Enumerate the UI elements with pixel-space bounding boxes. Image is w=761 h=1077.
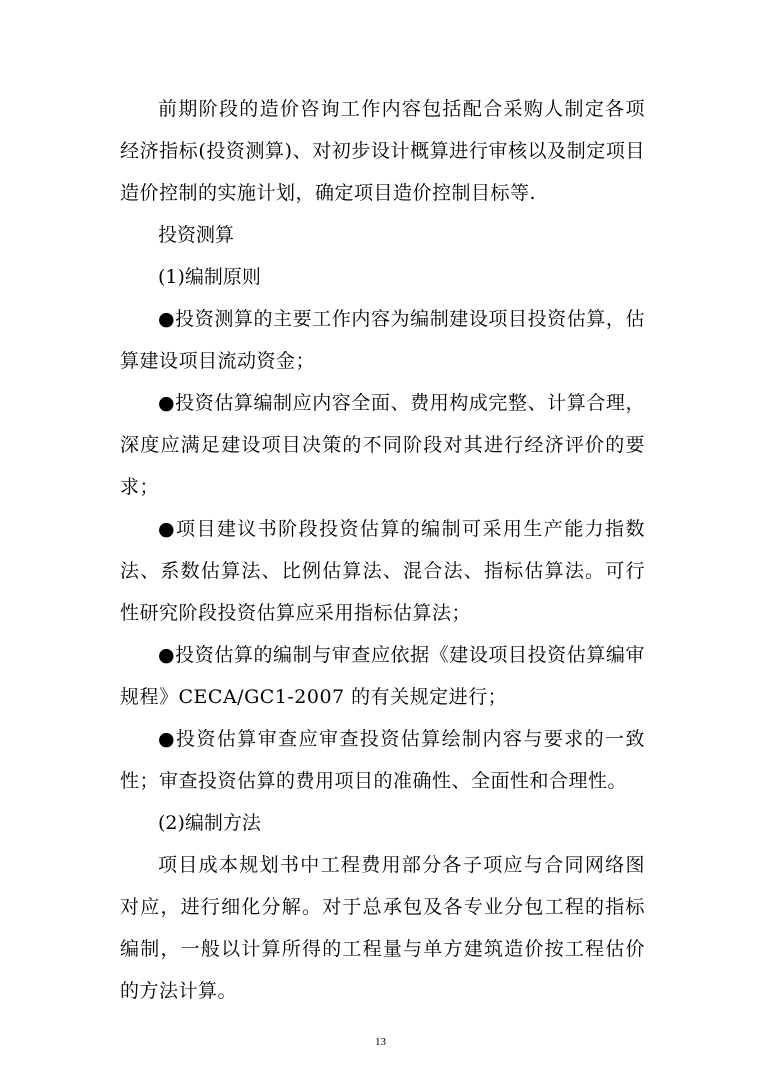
bullet-paragraph: ●投资测算的主要工作内容为编制建设项目投资估算，估算建设项目流动资金； <box>120 308 645 372</box>
paragraph-methods: 项目成本规划书中工程费用部分各子项应与合同网络图对应，进行细化分解。对于总承包及各专业分包工程的指标编制，一般以计算所得的工程量与单方建筑造价按工程估价的方法计算。 <box>120 854 645 1002</box>
paragraph-intro: 前期阶段的造价咨询工作内容包括配合采购人制定各项经济指标(投资测算)、对初步设计概算进行审核以及制定项目造价控制的实施计划，确定项目造价控制目标等. <box>120 98 645 204</box>
bullet-paragraph: ●投资估算审查应审查投资估算绘制内容与要求的一致性；审查投资估算的费用项目的准确性、全面性和合理性。 <box>120 728 645 792</box>
document-body <box>120 88 645 1012</box>
bullet-paragraph: ●投资估算的编制与审查应依据《建设项目投资估算编审规程》CECA/GC1-2007 的有关规定进行； <box>120 644 645 708</box>
bullet-paragraph: ●项目建议书阶段投资估算的编制可采用生产能力指数法、系数估算法、比例估算法、混合法、指标估算法。可行性研究阶段投资估算应采用指标估算法； <box>120 518 645 624</box>
page-number: 13 <box>375 1036 386 1048</box>
heading-investment-estimate: 投资测算 <box>158 224 235 246</box>
heading-principles: (1)编制原则 <box>158 266 261 288</box>
heading-methods: (2)编制方法 <box>158 812 261 834</box>
bullet-paragraph: ●投资估算编制应内容全面、费用构成完整、计算合理，深度应满足建设项目决策的不同阶段对其进行经济评价的要求； <box>120 392 645 498</box>
